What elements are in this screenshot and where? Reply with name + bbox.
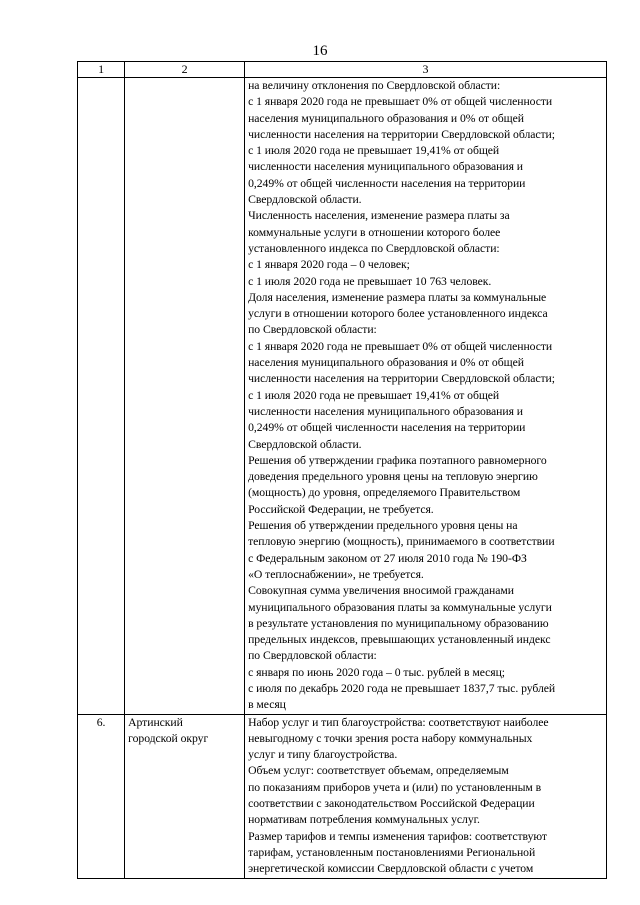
text-line: доведения предельного уровня цены на тепловую энергию [248, 470, 538, 484]
text-line: коммунальные услуги в отношении которого более [248, 225, 501, 239]
text-line: услуги в отношении которого более установленного индекса [248, 307, 548, 321]
text-line: с 1 июля 2020 года не превышает 19,41% от общей [248, 388, 500, 402]
text-line: Объем услуг: соответствует объемам, определяемым [248, 764, 509, 778]
text-line: невыгодному с точки зрения роста набору коммунальных [248, 731, 533, 745]
text-line: с 1 января 2020 года – 0 человек; [248, 258, 410, 272]
text-line: Решения об утверждении предельного уровня цены на [248, 519, 518, 533]
text-line: Решения об утверждении графика поэтапного равномерного [248, 453, 547, 467]
row6-text-cell [245, 714, 607, 878]
text-line: в месяц [248, 698, 286, 712]
text-line: муниципального образования платы за коммунальные услуги [248, 600, 552, 614]
text-line: услуг и типу благоустройства. [248, 748, 398, 762]
main-table [77, 61, 607, 879]
continuation-number-cell [78, 78, 125, 715]
table-row-continuation [78, 78, 607, 715]
text-line: Доля населения, изменение размера платы за коммунальные [248, 290, 547, 304]
text-line: (мощность) до уровня, определяемого Правительством [248, 486, 521, 500]
row6-number-cell [78, 714, 125, 878]
text-line: с июля по декабрь 2020 года не превышает 1837,7 тыс. рублей [248, 681, 556, 695]
text-line: с 1 июля 2020 года не превышает 10 763 человек. [248, 274, 492, 288]
text-line: с января по июнь 2020 года – 0 тыс. рублей в месяц; [248, 665, 505, 679]
text-line: населения муниципального образования и 0% от общей [248, 111, 524, 125]
row6-number: 6. [96, 715, 106, 729]
continuation-text-cell [245, 78, 607, 715]
text-line: 0,249% от общей численности населения на территории [248, 421, 526, 435]
text-line: с Федеральным законом от 27 июля 2010 года № 190-ФЗ [248, 551, 527, 565]
row6-name-line: Артинский [128, 715, 183, 729]
text-line: тарифам, установленным постановлениями Региональной [248, 845, 536, 859]
continuation-name-cell [125, 78, 245, 715]
text-line: Размер тарифов и темпы изменения тарифов: соответствуют [248, 829, 547, 843]
text-line: численности населения муниципального образования и [248, 160, 523, 174]
text-line: энергетической комиссии Свердловской области с учетом [248, 862, 534, 876]
row6-name-line: городской округ [128, 731, 209, 745]
text-line: по Свердловской области: [248, 649, 377, 663]
text-line: в результате установления по муниципальному образованию [248, 616, 549, 630]
text-line: численности населения на территории Свердловской области; [248, 372, 555, 386]
text-line: Свердловской области. [248, 193, 362, 207]
header-cell-2: 2 [125, 62, 245, 78]
text-line: населения муниципального образования и 0% от общей [248, 356, 524, 370]
header-cell-3: 3 [245, 62, 607, 78]
page-number: 16 [312, 43, 328, 59]
row6-name-cell [125, 714, 245, 878]
text-line: Свердловской области. [248, 437, 362, 451]
text-line: соответствии с законодательством Российской Федерации [248, 797, 535, 811]
text-line: по Свердловской области: [248, 323, 377, 337]
text-line: Набор услуг и тип благоустройства: соответствуют наиболее [248, 715, 549, 729]
text-line: на величину отклонения по Свердловской области: [248, 79, 501, 92]
table-header-row [78, 62, 607, 78]
table-row-6 [78, 714, 607, 878]
text-line: с 1 января 2020 года не превышает 0% от общей численности [248, 339, 553, 353]
text-line: Российской Федерации, не требуется. [248, 502, 434, 516]
text-line: с 1 июля 2020 года не превышает 19,41% от общей [248, 144, 500, 158]
text-line: предельных индексов, превышающих установленный индекс [248, 633, 551, 647]
text-line: нормативам потребления коммунальных услуг. [248, 813, 480, 827]
text-line: по показаниям приборов учета и (или) по установленным в [248, 780, 542, 794]
header-cell-1: 1 [78, 62, 125, 78]
text-line: Совокупная сумма увеличения вносимой гражданами [248, 584, 514, 598]
text-line: численности населения на территории Свердловской области; [248, 127, 555, 141]
text-line: численности населения муниципального образования и [248, 404, 523, 418]
text-line: установленного индекса по Свердловской области: [248, 241, 500, 255]
text-line: тепловую энергию (мощность), принимаемого в соответствии [248, 535, 555, 549]
text-line: Численность населения, изменение размера платы за [248, 209, 510, 223]
text-line: «О теплоснабжении», не требуется. [248, 567, 424, 581]
text-line: 0,249% от общей численности населения на территории [248, 176, 526, 190]
text-line: с 1 января 2020 года не превышает 0% от общей численности [248, 95, 553, 109]
